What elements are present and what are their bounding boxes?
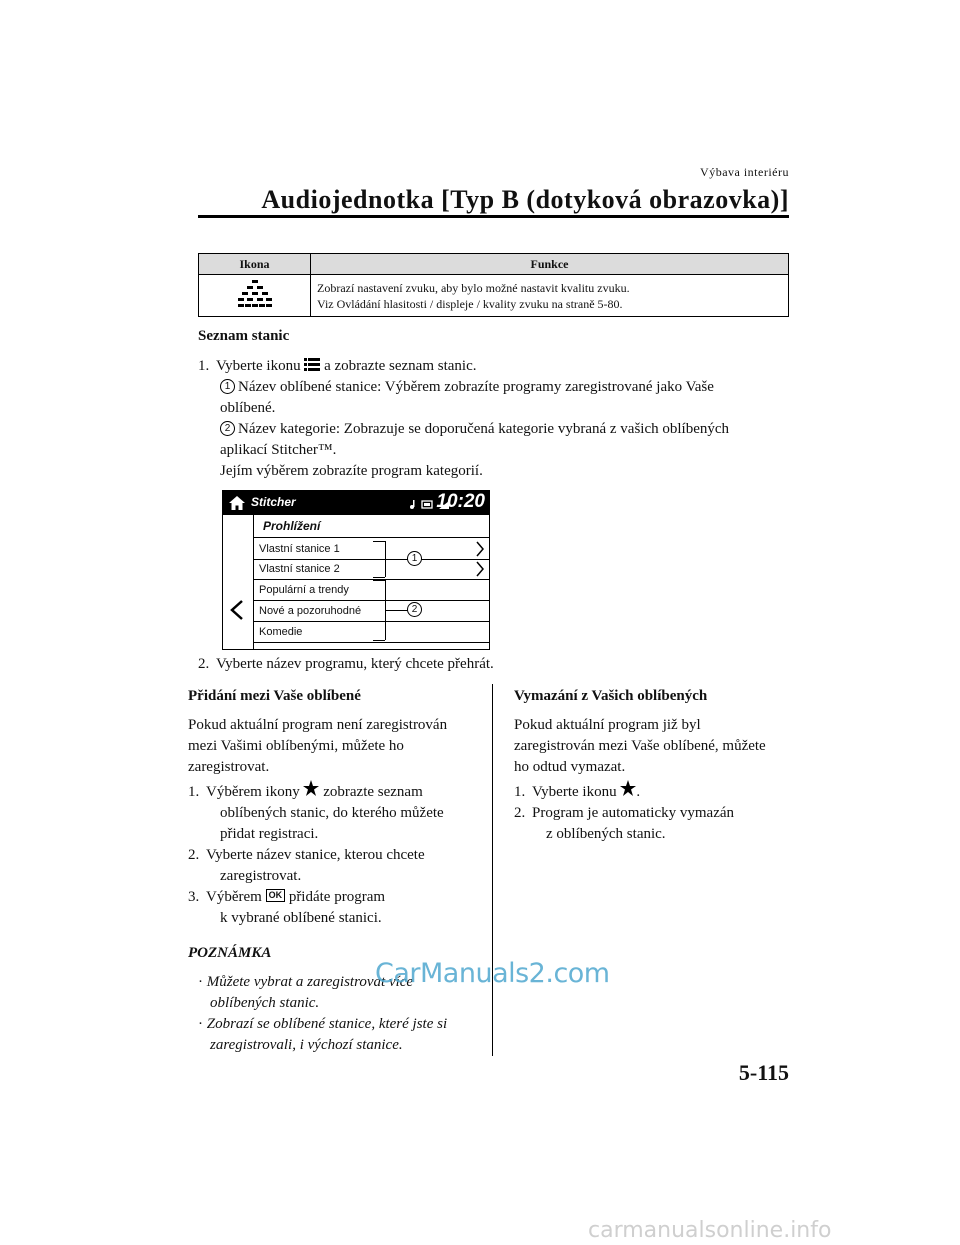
page-number: 5-115 xyxy=(738,1060,789,1085)
step-number: 1. xyxy=(188,784,200,800)
callout-marker: 1 xyxy=(407,551,422,566)
screen-list-item[interactable]: Vlastní stanice 2 xyxy=(259,563,340,575)
step-1 xyxy=(514,780,794,803)
step-text: zaregistrovat. xyxy=(220,868,302,884)
screen-status-bar xyxy=(223,491,489,515)
step-text: zobrazte seznam xyxy=(323,784,423,800)
function-line: Viz Ovládání hlasitosti / displeje / kvality zvuku na straně 5-80. xyxy=(317,296,623,311)
chapter-title: Audiojednotka [Typ B (dotyková obrazovka)] xyxy=(261,185,789,214)
row-divider xyxy=(253,621,489,622)
callout-marker: 2 xyxy=(220,421,235,436)
callout-line: Název oblíbené stanice: Výběrem zobrazíte programy zaregistrované jako Vaše xyxy=(238,379,714,395)
table-header-icon: Ikona xyxy=(199,254,311,275)
step-2 xyxy=(514,803,794,824)
step-2 xyxy=(188,845,484,866)
step-number: 2. xyxy=(198,656,210,672)
star-icon xyxy=(303,780,319,796)
sound-settings-icon xyxy=(235,278,275,310)
step-text: Výběrem xyxy=(206,889,262,905)
step-text: a zobrazte seznam stanic. xyxy=(324,358,477,374)
stitcher-screen xyxy=(222,490,490,650)
add-favorites-heading: Přidání mezi Vaše oblíbené xyxy=(188,688,361,704)
screen-browse-title: Prohlížení xyxy=(263,519,321,533)
chevron-right-icon[interactable] xyxy=(475,541,485,557)
screen-list-item[interactable]: Nové a pozoruhodné xyxy=(259,605,362,617)
note-title: POZNÁMKA xyxy=(188,945,272,961)
paragraph-line: ho odtud vymazat. xyxy=(514,759,626,775)
chevron-right-icon[interactable] xyxy=(475,561,485,577)
step-number: 2. xyxy=(188,847,200,863)
section-title: Výbava interiéru xyxy=(700,165,789,179)
note-text: oblíbených stanic. xyxy=(210,995,320,1011)
callout-line: Název kategorie: Zobrazuje se doporučená kategorie vybraná z vašich oblíbených xyxy=(238,421,730,437)
callout-2-text xyxy=(198,419,798,440)
table-header-row xyxy=(199,254,789,275)
back-arrow-icon[interactable] xyxy=(228,599,246,621)
station-list-steps xyxy=(198,356,798,482)
ok-button-icon: OK xyxy=(266,889,286,902)
step-text: Vyberte ikonu xyxy=(216,358,301,374)
callout-1-text xyxy=(198,377,798,398)
screen-list-item[interactable]: Komedie xyxy=(259,626,303,638)
remove-favorites-heading: Vymazání z Vašich oblíbených xyxy=(514,688,708,704)
callout-bracket xyxy=(373,577,385,578)
add-favorites-intro xyxy=(188,715,484,778)
paragraph-line: zaregistrovat. xyxy=(188,759,270,775)
paragraph-line: zaregistrován mezi Vaše oblíbené, můžete xyxy=(514,738,766,754)
left-column xyxy=(188,688,484,1056)
step-text: Vyberte název stanice, kterou chcete xyxy=(206,847,425,863)
step-text: . xyxy=(636,784,641,800)
function-line: Zobrazí nastavení zvuku, aby bylo možné nastavit kvalitu zvuku. xyxy=(317,280,630,295)
step-text: přidáte program xyxy=(288,889,386,905)
callout-bracket xyxy=(373,580,385,581)
watermark: CarManuals2.com xyxy=(375,958,610,989)
list-icon xyxy=(304,358,320,371)
step-2 xyxy=(198,654,494,675)
callout-leader xyxy=(385,559,409,560)
step-text: z oblíbených stanic. xyxy=(546,826,666,842)
paragraph-line: Pokud aktuální program již byl xyxy=(514,717,701,733)
callout-bracket xyxy=(373,640,385,641)
remove-favorites-intro xyxy=(514,715,794,778)
screen-list-item[interactable]: Vlastní stanice 1 xyxy=(259,543,340,555)
step-3 xyxy=(188,887,484,908)
screen-app-name: Stitcher xyxy=(251,495,296,509)
step-text: k vybrané oblíbené stanici. xyxy=(220,910,382,926)
row-divider xyxy=(253,600,489,601)
note-text: zaregistrovali, i výchozí stanice. xyxy=(210,1037,403,1053)
station-list-heading: Seznam stanic xyxy=(198,328,290,344)
note-text: Zobrazí se oblíbené stanice, které jste si xyxy=(206,1016,448,1032)
step-text: Výběrem ikony xyxy=(206,784,300,800)
callout-bracket xyxy=(373,541,385,542)
remove-favorites-steps xyxy=(514,780,794,845)
paragraph-line: Pokud aktuální program není zaregistrován xyxy=(188,717,448,733)
table-header-function: Funkce xyxy=(311,254,789,275)
callout-line: aplikací Stitcher™. xyxy=(220,442,337,458)
callout-marker: 2 xyxy=(407,602,422,617)
step-number: 1. xyxy=(198,358,210,374)
callout-line: Jejím výběrem zobrazíte program kategorií. xyxy=(220,463,483,479)
step-text: Vyberte ikonu xyxy=(532,784,617,800)
column-divider xyxy=(492,684,493,1056)
title-rule xyxy=(198,215,789,218)
note-bullet: · Zobrazí se oblíbené stanice, které jste si xyxy=(198,1016,448,1032)
step-number: 3. xyxy=(188,889,200,905)
step-number: 2. xyxy=(514,805,526,821)
table-row xyxy=(199,275,789,317)
step-1 xyxy=(198,356,798,377)
paragraph-line: mezi Vašimi oblíbenými, můžete ho xyxy=(188,738,404,754)
step-text: oblíbených stanic, do kterého můžete xyxy=(220,805,444,821)
row-divider xyxy=(253,579,489,580)
step-text: přidat registraci. xyxy=(220,826,319,842)
step-text: Program je automaticky vymazán xyxy=(532,805,735,821)
callout-leader xyxy=(385,610,409,611)
note-bullet: · Můžete vybrat a zaregistrovat více xyxy=(198,974,414,990)
step-number: 1. xyxy=(514,784,526,800)
row-divider xyxy=(253,642,489,643)
row-divider xyxy=(253,559,489,560)
callout-marker: 1 xyxy=(220,379,235,394)
note-text: Můžete vybrat a zaregistrovat více xyxy=(206,974,414,990)
add-favorites-steps xyxy=(188,780,484,929)
home-icon[interactable] xyxy=(229,496,245,510)
star-icon xyxy=(620,780,636,796)
screen-side-panel xyxy=(223,515,254,649)
callout-line: oblíbené. xyxy=(220,400,276,416)
row-divider xyxy=(253,537,489,538)
footer-watermark: carmanualsonline.info xyxy=(588,1218,832,1243)
screen-list-item[interactable]: Populární a trendy xyxy=(259,584,349,596)
screen-clock: 10:20 xyxy=(436,491,485,512)
table-cell-icon xyxy=(199,275,311,317)
icon-function-table xyxy=(198,253,789,317)
step-1 xyxy=(188,780,484,803)
step-text: Vyberte název programu, který chcete přehrát. xyxy=(216,656,494,672)
right-column xyxy=(514,688,794,845)
table-cell-function xyxy=(311,275,789,317)
